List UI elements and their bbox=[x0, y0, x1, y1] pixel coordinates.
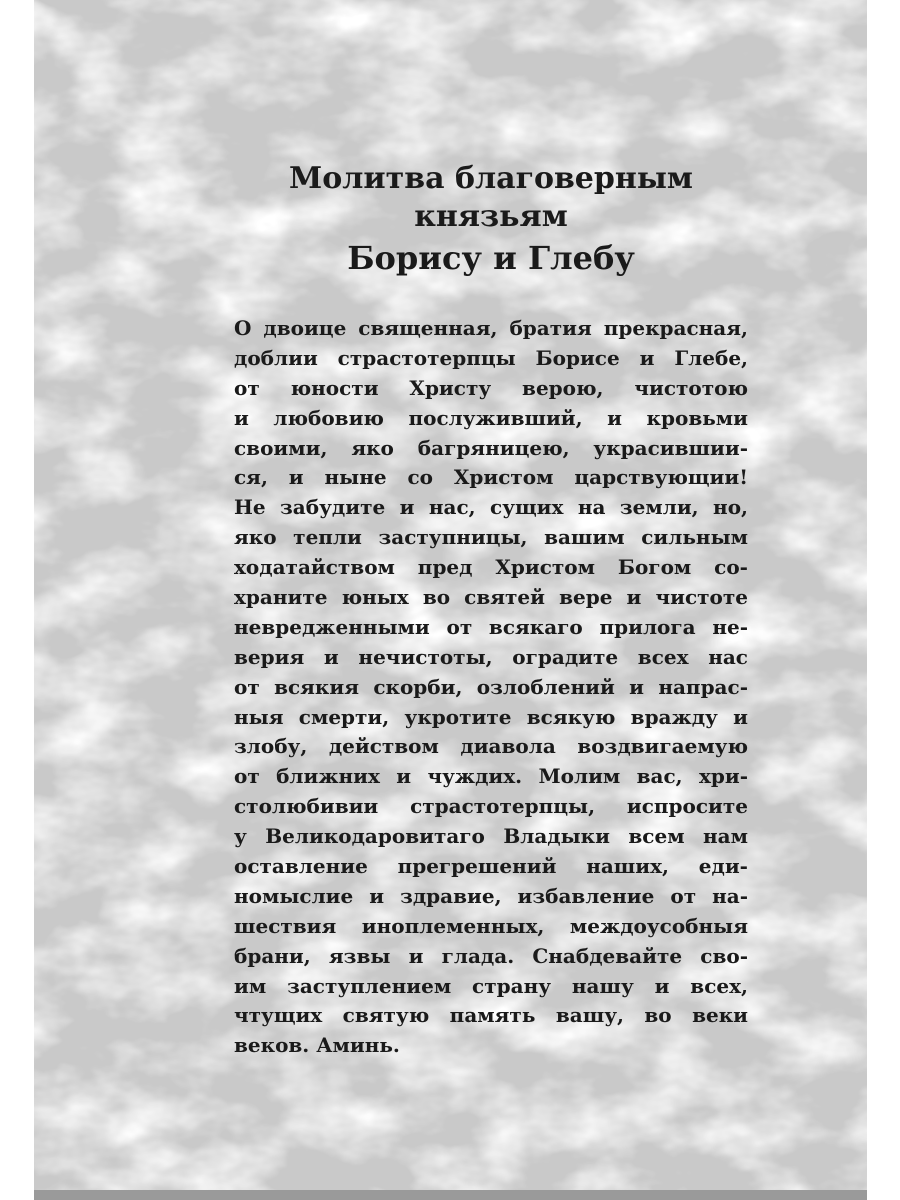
page-background bbox=[34, 0, 867, 1190]
prayer-line: ходатайством пред Христом Богом со- bbox=[234, 555, 748, 580]
prayer-line: столюбивии страстотерпцы, испросите bbox=[234, 794, 748, 819]
prayer-line: номыслие и здравие, избавление от на- bbox=[234, 883, 748, 908]
prayer-line: брани, язвы и глада. Снабдевайте сво- bbox=[234, 943, 748, 968]
prayer-line: храните юных во святей вере и чистоте bbox=[234, 585, 748, 610]
prayer-line: от юности Христу верою, чистотою bbox=[234, 375, 748, 400]
prayer-line: у Великодаровитаго Владыки всем нам bbox=[234, 824, 748, 849]
prayer-line: Не забудите и нас, сущих на земли, но, bbox=[234, 495, 748, 520]
prayer-line: веков. Аминь. bbox=[234, 1033, 400, 1058]
prayer-line: от ближних и чуждих. Молим вас, хри- bbox=[234, 764, 748, 789]
prayer-text bbox=[234, 314, 748, 1061]
prayer-title bbox=[234, 160, 748, 280]
prayer-line: невредженными от всякаго прилога не- bbox=[234, 614, 748, 639]
prayer-line: О двоице священная, братия прекрасная, bbox=[234, 316, 748, 340]
prayer-line: яко тепли заступницы, вашим сильным bbox=[234, 525, 748, 550]
prayer-line: своими, яко багряницею, украсившии- bbox=[234, 435, 748, 460]
prayer-line: чтущих святую память вашу, во веки bbox=[234, 1003, 748, 1028]
prayer-line: им заступлением страну нашу и всех, bbox=[234, 973, 748, 998]
prayer-line: злобу, действом диавола воздвигаемую bbox=[234, 734, 748, 759]
prayer-line: доблии страстотерпцы Борисе и Глебе, bbox=[234, 345, 748, 370]
prayer-line: и любовию послуживший, и кровьми bbox=[234, 405, 748, 430]
bottom-edge bbox=[34, 1190, 867, 1200]
prayer-line: ныя смерти, укротите всякую вражду и bbox=[234, 704, 748, 729]
prayer-line: оставление прегрешений наших, еди- bbox=[234, 854, 748, 879]
prayer-line: верия и нечистоты, оградите всех нас bbox=[234, 644, 748, 669]
prayer-line: ся, и ныне со Христом царствующии! bbox=[234, 465, 748, 490]
page-content bbox=[234, 160, 748, 1061]
title-line-1: Молитва благоверным bbox=[289, 161, 693, 196]
title-line-2: князьям bbox=[414, 199, 568, 234]
title-line-3: Борису и Глебу bbox=[347, 239, 635, 277]
prayer-line: от всякия скорби, озлоблений и напрас- bbox=[234, 674, 748, 699]
prayer-line: шествия иноплеменных, междоусобныя bbox=[234, 913, 748, 938]
